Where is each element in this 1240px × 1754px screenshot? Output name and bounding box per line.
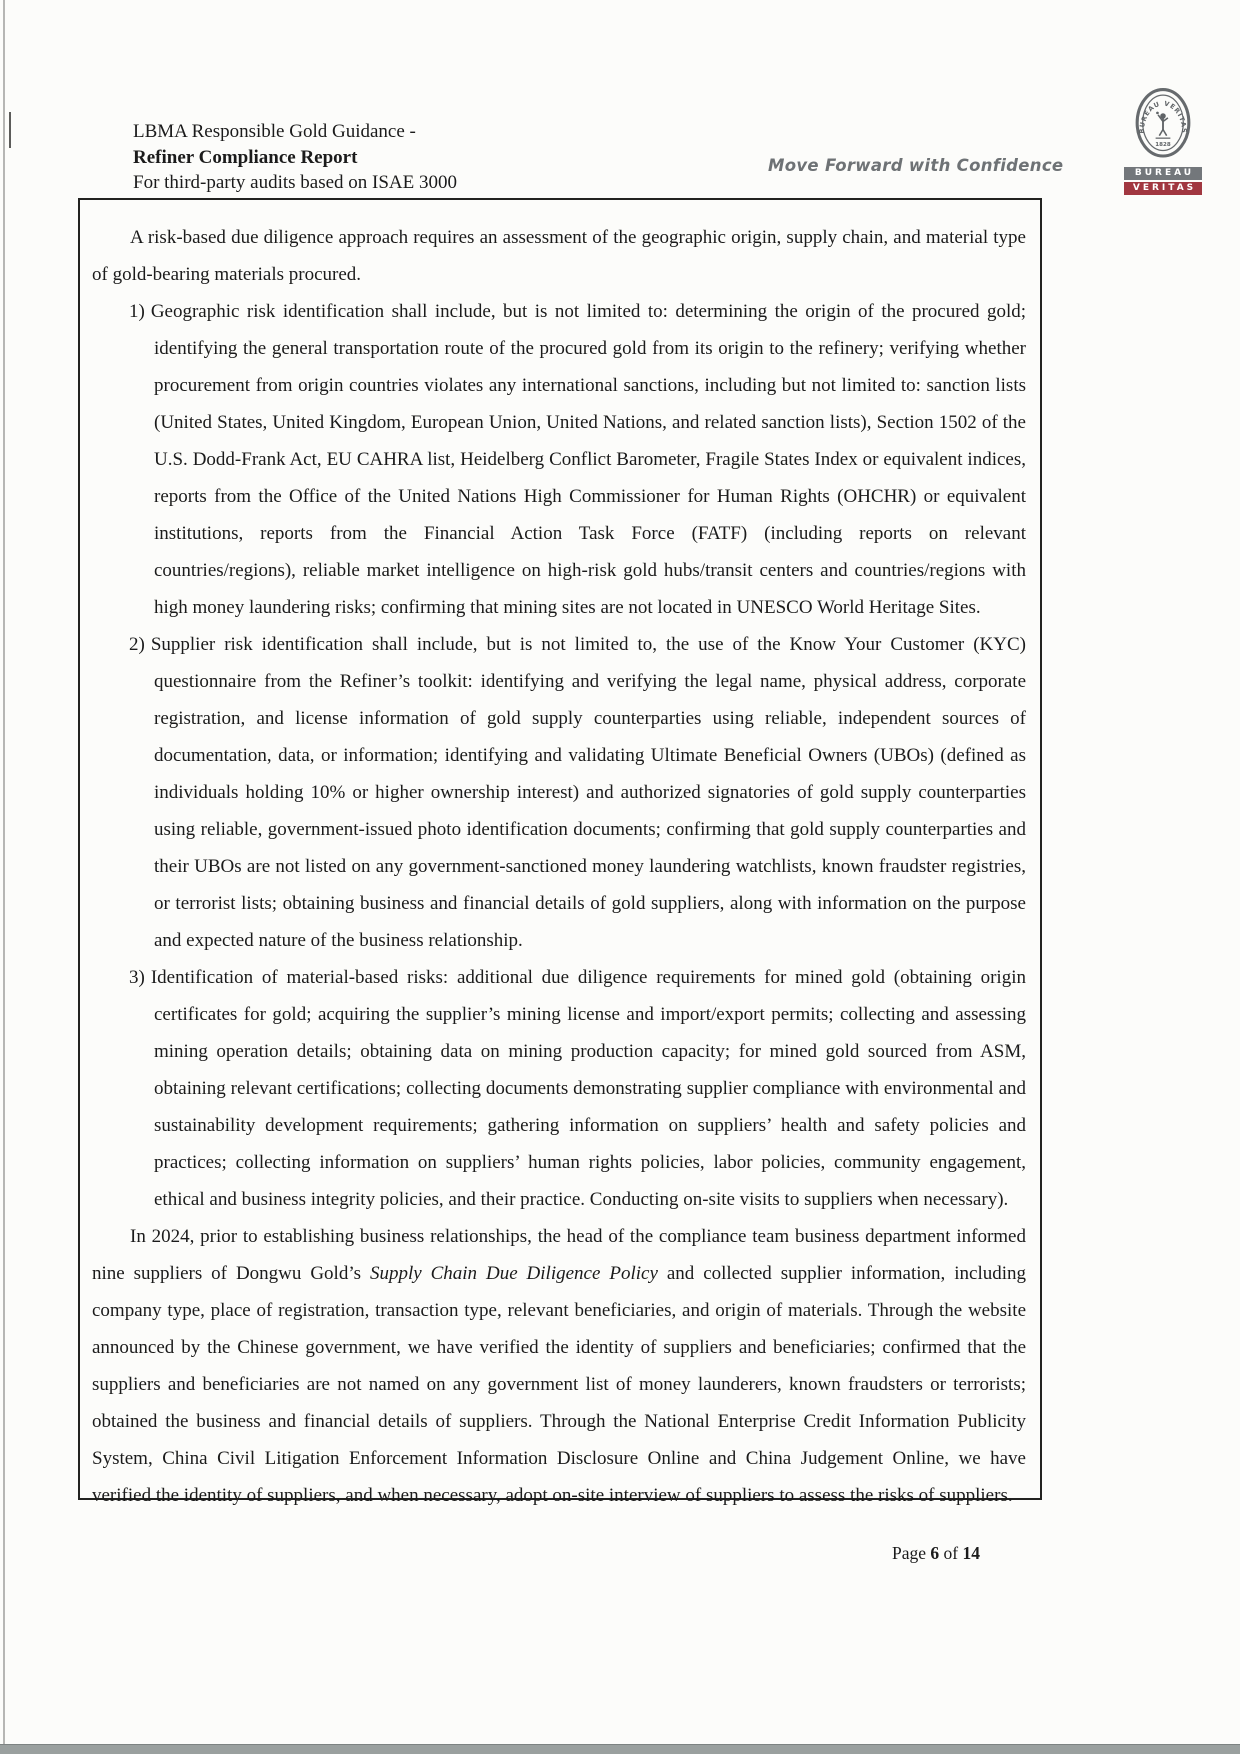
list-item-3 xyxy=(92,959,1026,1218)
closing-text-pre: In 2024, prior to establishing business relationships, the head of the compliance team business department informed nine suppliers of Dongwu Gold’s xyxy=(92,1226,1026,1284)
list-item-3-number: 3) xyxy=(129,967,145,988)
bureau-veritas-emblem-icon xyxy=(1132,84,1194,164)
page-number-current: 6 xyxy=(930,1543,940,1563)
list-item-1-number: 1) xyxy=(129,301,145,322)
scan-edge-artifact xyxy=(3,0,5,1754)
document-header xyxy=(133,119,457,196)
page-number-total: 14 xyxy=(962,1543,980,1563)
list-item-2 xyxy=(92,626,1026,959)
header-title-line2: Refiner Compliance Report xyxy=(133,146,358,168)
list-item-2-number: 2) xyxy=(129,634,145,655)
page-number xyxy=(892,1543,980,1564)
page-number-label: Page xyxy=(892,1543,927,1563)
closing-policy-title: Supply Chain Due Diligence Policy xyxy=(369,1263,658,1284)
emblem-arc-text: BUREAU VERITAS xyxy=(1137,99,1189,134)
list-item-2-text: Supplier risk identification shall include, but is not limited to, the use of the Know Your Customer (KYC) questionnaire from the Refiner’s toolkit: identifying and verifying the legal name, physical address, corporate registration, and license information of gold supply counterparties using reliable, independent sources of documentation, data, or information; identifying and validating Ultimate Beneficial Owners (UBOs) (defined as individuals holding 10% or higher ownership interest) and authorized signatories of gold supply counterparties using reliable, government-issued photo identification documents; confirming that gold supply counterparties and their UBOs are not listed on any government-sanctioned money laundering watchlists, known fraudster registries, or terrorist lists; obtaining business and financial details of gold suppliers, along with information on the purpose and expected nature of the business relationship. xyxy=(150,634,1026,951)
closing-paragraph xyxy=(92,1218,1026,1514)
logo-band-bureau: BUREAU xyxy=(1124,167,1202,180)
intro-paragraph: A risk-based due diligence approach requires an assessment of the geographic origin, supply chain, and material type of gold-bearing materials procured. xyxy=(92,227,1026,285)
bureau-veritas-logo xyxy=(1124,84,1202,195)
page-number-of: of xyxy=(943,1543,959,1563)
scan-bottom-band xyxy=(0,1744,1240,1754)
report-content-box xyxy=(78,198,1042,1506)
list-item-3-text: Identification of material-based risks: additional due diligence requirements for mined gold (obtaining origin certificates for gold; acquiring the supplier’s mining license and import/export permits; collecting and assessing mining operation details; obtaining data on mining production capacity; for mined gold sourced from ASM, obtaining relevant certifications; collecting documents demonstrating supplier compliance with environmental and sustainability development requirements; gathering information on suppliers’ health and safety policies and practices; collecting information on suppliers’ human rights policies, labor policies, community engagement, ethical and business integrity policies, and their practice. Conducting on-site visits to suppliers when necessary). xyxy=(150,967,1026,1210)
scan-dash-artifact xyxy=(9,112,11,148)
header-title-line3: For third-party audits based on ISAE 3000 xyxy=(133,172,458,193)
logo-band-veritas: VERITAS xyxy=(1124,182,1202,195)
list-item-1-text: Geographic risk identification shall include, but is not limited to: determining the origin of the procured gold; identifying the general transportation route of the procured gold from its origin to the refinery; verifying whether procurement from origin countries violates any international sanctions, including but not limited to: sanction lists (United States, United Kingdom, European Union, United Nations, and related sanction lists), Section 1502 of the U.S. Dodd-Frank Act, EU CAHRA list, Heidelberg Conflict Barometer, Fragile States Index or equivalent indices, reports from the Office of the United Nations High Commissioner for Human Rights (OHCHR) or equivalent institutions, reports from the Financial Action Task Force (FATF) (including reports on relevant countries/regions), reliable market intelligence on high-risk gold hubs/transit centers and countries/regions with high money laundering risks; confirming that mining sites are not located in UNESCO World Heritage Sites. xyxy=(150,301,1026,618)
header-title-line1: LBMA Responsible Gold Guidance - xyxy=(133,121,416,142)
list-item-1 xyxy=(92,293,1026,626)
brand-tagline: Move Forward with Confidence xyxy=(768,156,1064,175)
emblem-year: 1828 xyxy=(1155,142,1171,149)
closing-text-post: and collected supplier information, including company type, place of registration, transaction type, relevant beneficiaries, and origin of materials. Through the website announced by the Chinese government, we have verified the identity of suppliers and beneficiaries; confirmed that the suppliers and beneficiaries are not named on any government list of money launderers, known fraudsters or terrorists; obtained the business and financial details of suppliers. Through the National Enterprise Credit Information Publicity System, China Civil Litigation Enforcement Information Disclosure Online and China Judgement Online, we have verified the identity of suppliers, and when necessary, adopt on-site interview of suppliers to assess the risks of suppliers. xyxy=(92,1263,1026,1506)
